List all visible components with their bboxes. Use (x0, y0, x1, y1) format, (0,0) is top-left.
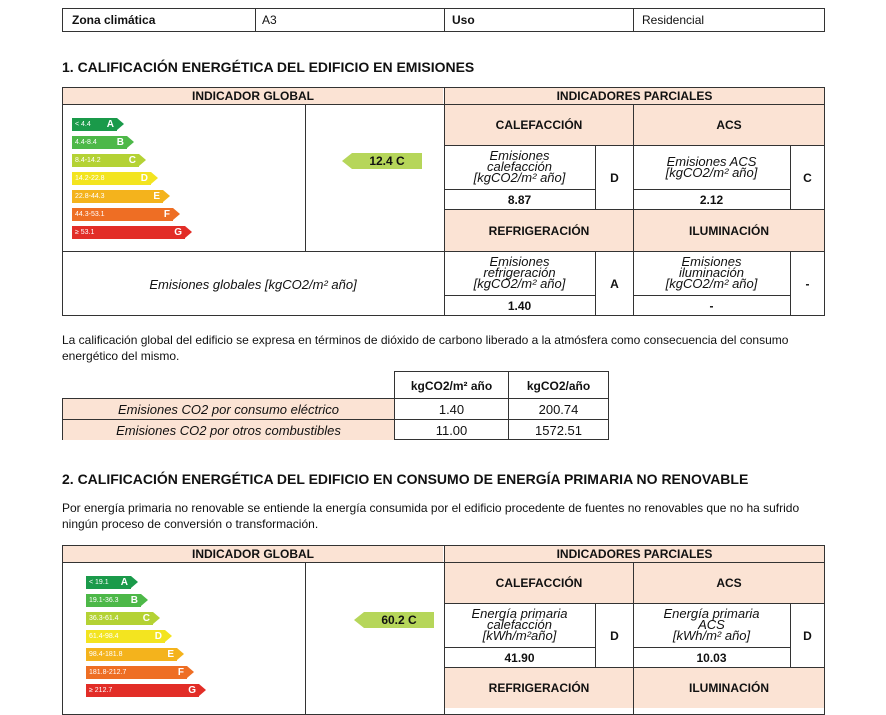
zona-label: Zona climática (72, 13, 156, 27)
acs-label-line1: Emisiones ACS (666, 154, 757, 169)
cal2-label-line2: calefacción (486, 617, 553, 632)
co2-row2-v1: 11.00 (435, 422, 468, 438)
ref-label-line2: refrigeración (483, 265, 556, 280)
co2-row2-label: Emisiones CO2 por otros combustibles (63, 420, 394, 440)
ilu-emissions-value: - (709, 299, 714, 313)
cal-label-line1: Emisiones (489, 148, 550, 163)
uso-value: Residencial (642, 13, 705, 27)
refrigeracion-header: REFRIGERACIÓN (445, 210, 633, 251)
cal-label-line3: [kgCO2/m² año] (473, 170, 566, 185)
scale2-bar-a: < 19.1 A (86, 576, 131, 589)
scale-bar-a: < 4.4 A (72, 118, 117, 131)
uso-label: Uso (452, 13, 475, 27)
global-emissions-label: Emisiones globales [kgCO2/m² año] (149, 276, 357, 292)
ilu-label-line2: iluminación (678, 265, 745, 280)
scale2-bar-e: 98.4-181.8 E (86, 648, 177, 661)
partial-header-2: INDICADORES PARCIALES (445, 546, 824, 562)
acs-emissions-value: 2.12 (699, 192, 724, 207)
co2-col2-header: kgCO2/año (526, 378, 591, 393)
scale2-bar-b: 19.1-36.3 B (86, 594, 141, 607)
acs-header-2: ACS (634, 563, 824, 603)
ilu-emissions-class: - (805, 277, 810, 291)
scale-bar-b: 4.4-8.4 B (72, 136, 127, 149)
scale-bar-g: ≥ 53.1 G (72, 226, 185, 239)
iluminacion-header-2: ILUMINACIÓN (634, 668, 824, 708)
acs-label-line2: [kgCO2/m² año] (665, 165, 758, 180)
scale-bar-c: 8.4-14.2 C (72, 154, 139, 167)
acs-primary-class: D (803, 628, 812, 643)
cal-primary-class: D (610, 628, 619, 643)
acs-emissions-class: C (803, 170, 812, 185)
ilu-emissions-label (633, 256, 790, 289)
acs-header: ACS (634, 105, 824, 145)
acs2-label-line1: Energía primaria (663, 606, 760, 621)
ref-label-line1: Emisiones (489, 254, 550, 269)
scale2-bar-c: 36.3-61.4 C (86, 612, 153, 625)
iluminacion-header: ILUMINACIÓN (634, 210, 824, 251)
section1-title: 1. CALIFICACIÓN ENERGÉTICA DEL EDIFICIO EN EMISIONES (62, 59, 475, 75)
zona-value: A3 (262, 13, 277, 27)
acs-primary-label (633, 608, 790, 641)
cal-emissions-value: 8.87 (507, 192, 532, 207)
rating-tag-primary: 60.2 C (364, 612, 434, 628)
scale-bar-e: 22.8-44.3 E (72, 190, 163, 203)
co2-row1-v1: 1.40 (438, 401, 465, 417)
acs-emissions-label (633, 156, 790, 178)
acs-primary-value: 10.03 (696, 650, 727, 665)
calefaccion-header: CALEFACCIÓN (445, 105, 633, 145)
co2-row1-v2: 200.74 (538, 401, 579, 417)
cal-emissions-label (444, 150, 595, 183)
partial-header: INDICADORES PARCIALES (445, 88, 824, 104)
global-header-2: INDICADOR GLOBAL (63, 546, 443, 562)
cal-emissions-class: D (610, 170, 619, 185)
co2-col1-header: kgCO2/m² año (410, 378, 493, 393)
rating-tag-emissions: 12.4 C (352, 153, 422, 169)
scale-bar-d: 14.2-22.8 D (72, 172, 151, 185)
acs2-label-line3: [kWh/m² año] (672, 628, 751, 643)
cal-primary-label (444, 608, 595, 641)
scale2-bar-f: 181.8-212.7 F (86, 666, 187, 679)
co2-row2-v2: 1572.51 (535, 422, 582, 438)
scale2-bar-g: ≥ 212.7 G (86, 684, 199, 697)
global-header: INDICADOR GLOBAL (63, 88, 443, 104)
ref-label-line3: [kgCO2/m² año] (473, 276, 566, 291)
ref-emissions-value: 1.40 (507, 299, 532, 313)
cal-primary-value: 41.90 (504, 650, 535, 665)
section1-paragraph: La calificación global del edificio se expresa en términos de dióxido de carbono liberado a la atmósfera como consecuencia del consumo energético del mismo. (62, 333, 789, 363)
refrigeracion-header-2: REFRIGERACIÓN (445, 668, 633, 708)
scale2-bar-d: 61.4-98.4 D (86, 630, 165, 643)
cal2-label-line3: [kWh/m²año] (482, 628, 557, 643)
cal2-label-line1: Energía primaria (471, 606, 568, 621)
ref-emissions-label (444, 256, 595, 289)
calefaccion-header-2: CALEFACCIÓN (445, 563, 633, 603)
ilu-label-line1: Emisiones (681, 254, 742, 269)
co2-row1-label: Emisiones CO2 por consumo eléctrico (63, 399, 394, 419)
cal-label-line2: calefacción (486, 159, 553, 174)
acs2-label-line2: ACS (698, 617, 725, 632)
scale-bar-f: 44.3-53.1 F (72, 208, 173, 221)
section2-title: 2. CALIFICACIÓN ENERGÉTICA DEL EDIFICIO EN CONSUMO DE ENERGÍA PRIMARIA NO RENOVABLE (62, 471, 749, 487)
ref-emissions-class: A (610, 277, 619, 291)
section2-paragraph: Por energía primaria no renovable se entiende la energía consumida por el edificio procedente de fuentes no renovables que no ha sufrido ningún proceso de conversión o transformación. (62, 501, 800, 531)
ilu-label-line3: [kgCO2/m² año] (665, 276, 758, 291)
